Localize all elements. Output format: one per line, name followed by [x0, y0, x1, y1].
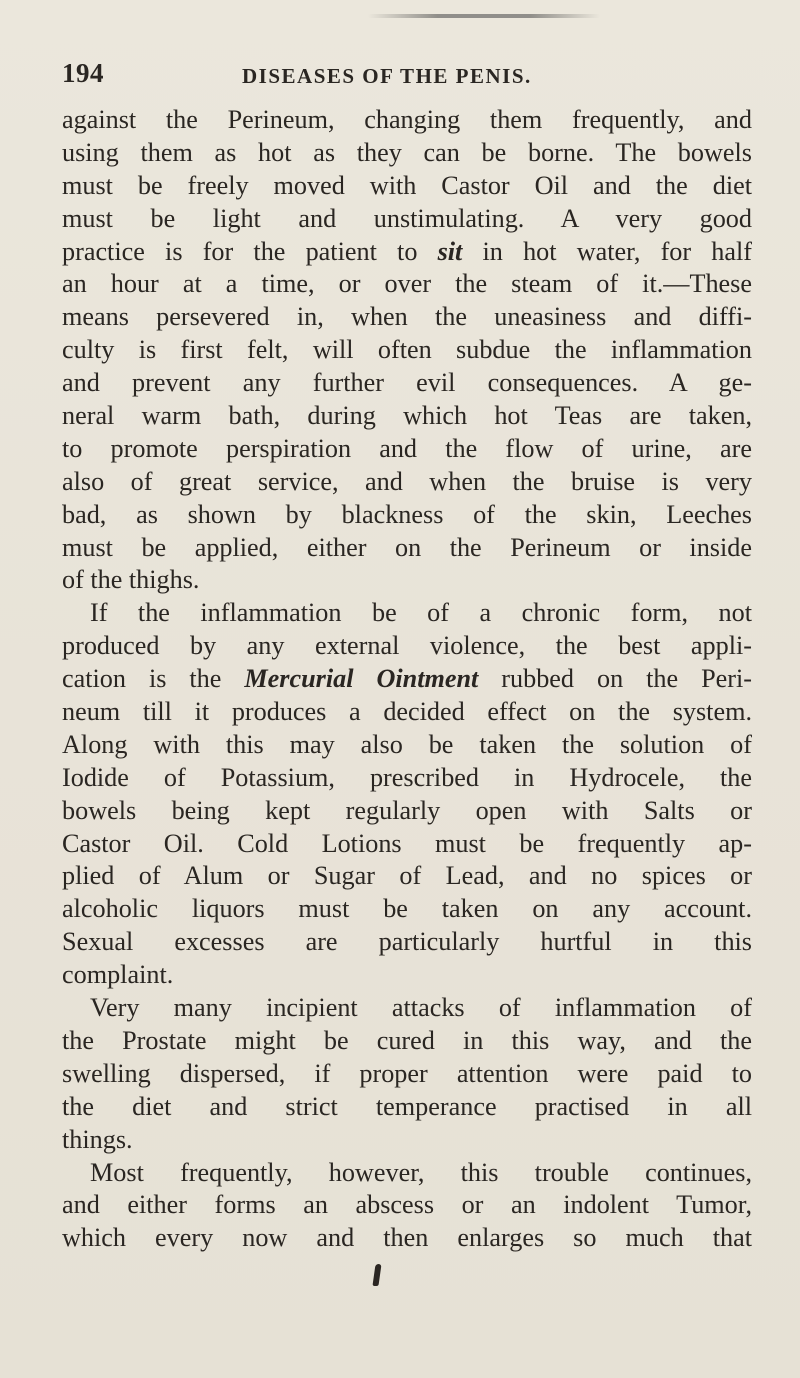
text-line: to promote perspiration and the flow of urine, are [62, 433, 752, 463]
text-line: alcoholic liquors must be taken on any account. [62, 894, 752, 924]
text-line: bowels being kept regularly open with Salts or [62, 795, 752, 825]
page-number: 194 [62, 58, 104, 88]
text-line: Iodide of Potassium, prescribed in Hydrocele, the [62, 762, 752, 792]
text-line: also of great service, and when the bruise is very [62, 466, 752, 496]
text-line: practice is for the patient to sit in hot water, for half [62, 236, 753, 266]
text-line: using them as hot as they can be borne. The bowels [62, 137, 752, 167]
text-line: culty is first felt, will often subdue the inflammation [62, 335, 752, 365]
body-text [62, 104, 752, 1255]
text-line: neum till it produces a decided effect on the system. [62, 697, 752, 727]
text-line: Most frequently, however, this trouble continues, [90, 1157, 752, 1187]
text-line: and either forms an abscess or an indolent Tumor, [62, 1190, 752, 1220]
text-line: and prevent any further evil consequences. A ge- [62, 368, 752, 398]
text-line: swelling dispersed, if proper attention were paid to [62, 1058, 752, 1088]
text-line: produced by any external violence, the best appli- [62, 631, 752, 661]
text-line: complaint. [62, 960, 174, 990]
text-line: must be light and unstimulating. A very good [62, 203, 752, 233]
text-line: Very many incipient attacks of inflammation of [90, 993, 752, 1023]
text-line: the diet and strict temperance practised in all [62, 1091, 752, 1121]
text-line: If the inflammation be of a chronic form, not [90, 598, 752, 628]
text-line: against the Perineum, changing them frequently, and [62, 105, 752, 134]
emphasis-text: sit [437, 236, 463, 266]
running-title: DISEASES OF THE PENIS. [242, 64, 532, 88]
text-line: plied of Alum or Sugar of Lead, and no spices or [62, 861, 752, 891]
text-line: which every now and then enlarges so much that [62, 1223, 752, 1253]
text-line: an hour at a time, or over the steam of it.—These [62, 269, 752, 299]
text-line: cation is the Mercurial Ointment rubbed on the Peri- [62, 664, 752, 694]
text-line: Along with this may also be taken the solution of [62, 729, 752, 759]
emphasis-text: Mercurial Ointment [244, 664, 479, 694]
text-line: the Prostate might be cured in this way, and the [62, 1025, 752, 1055]
text-line: Sexual excesses are particularly hurtful in this [62, 927, 752, 957]
text-line: bad, as shown by blackness of the skin, Leeches [62, 499, 752, 529]
top-edge-rule [368, 14, 600, 18]
text-line: means persevered in, when the uneasiness and diffi- [62, 302, 752, 332]
text-line: of the thighs. [62, 565, 200, 595]
text-line: must be applied, either on the Perineum or inside [62, 532, 752, 562]
text-line: things. [62, 1124, 133, 1154]
ink-mark [372, 1264, 381, 1286]
running-head [62, 58, 752, 92]
text-line: neral warm bath, during which hot Teas are taken, [62, 401, 752, 431]
text-line: Castor Oil. Cold Lotions must be frequently ap- [62, 828, 752, 858]
text-line: must be freely moved with Castor Oil and the diet [62, 170, 752, 200]
